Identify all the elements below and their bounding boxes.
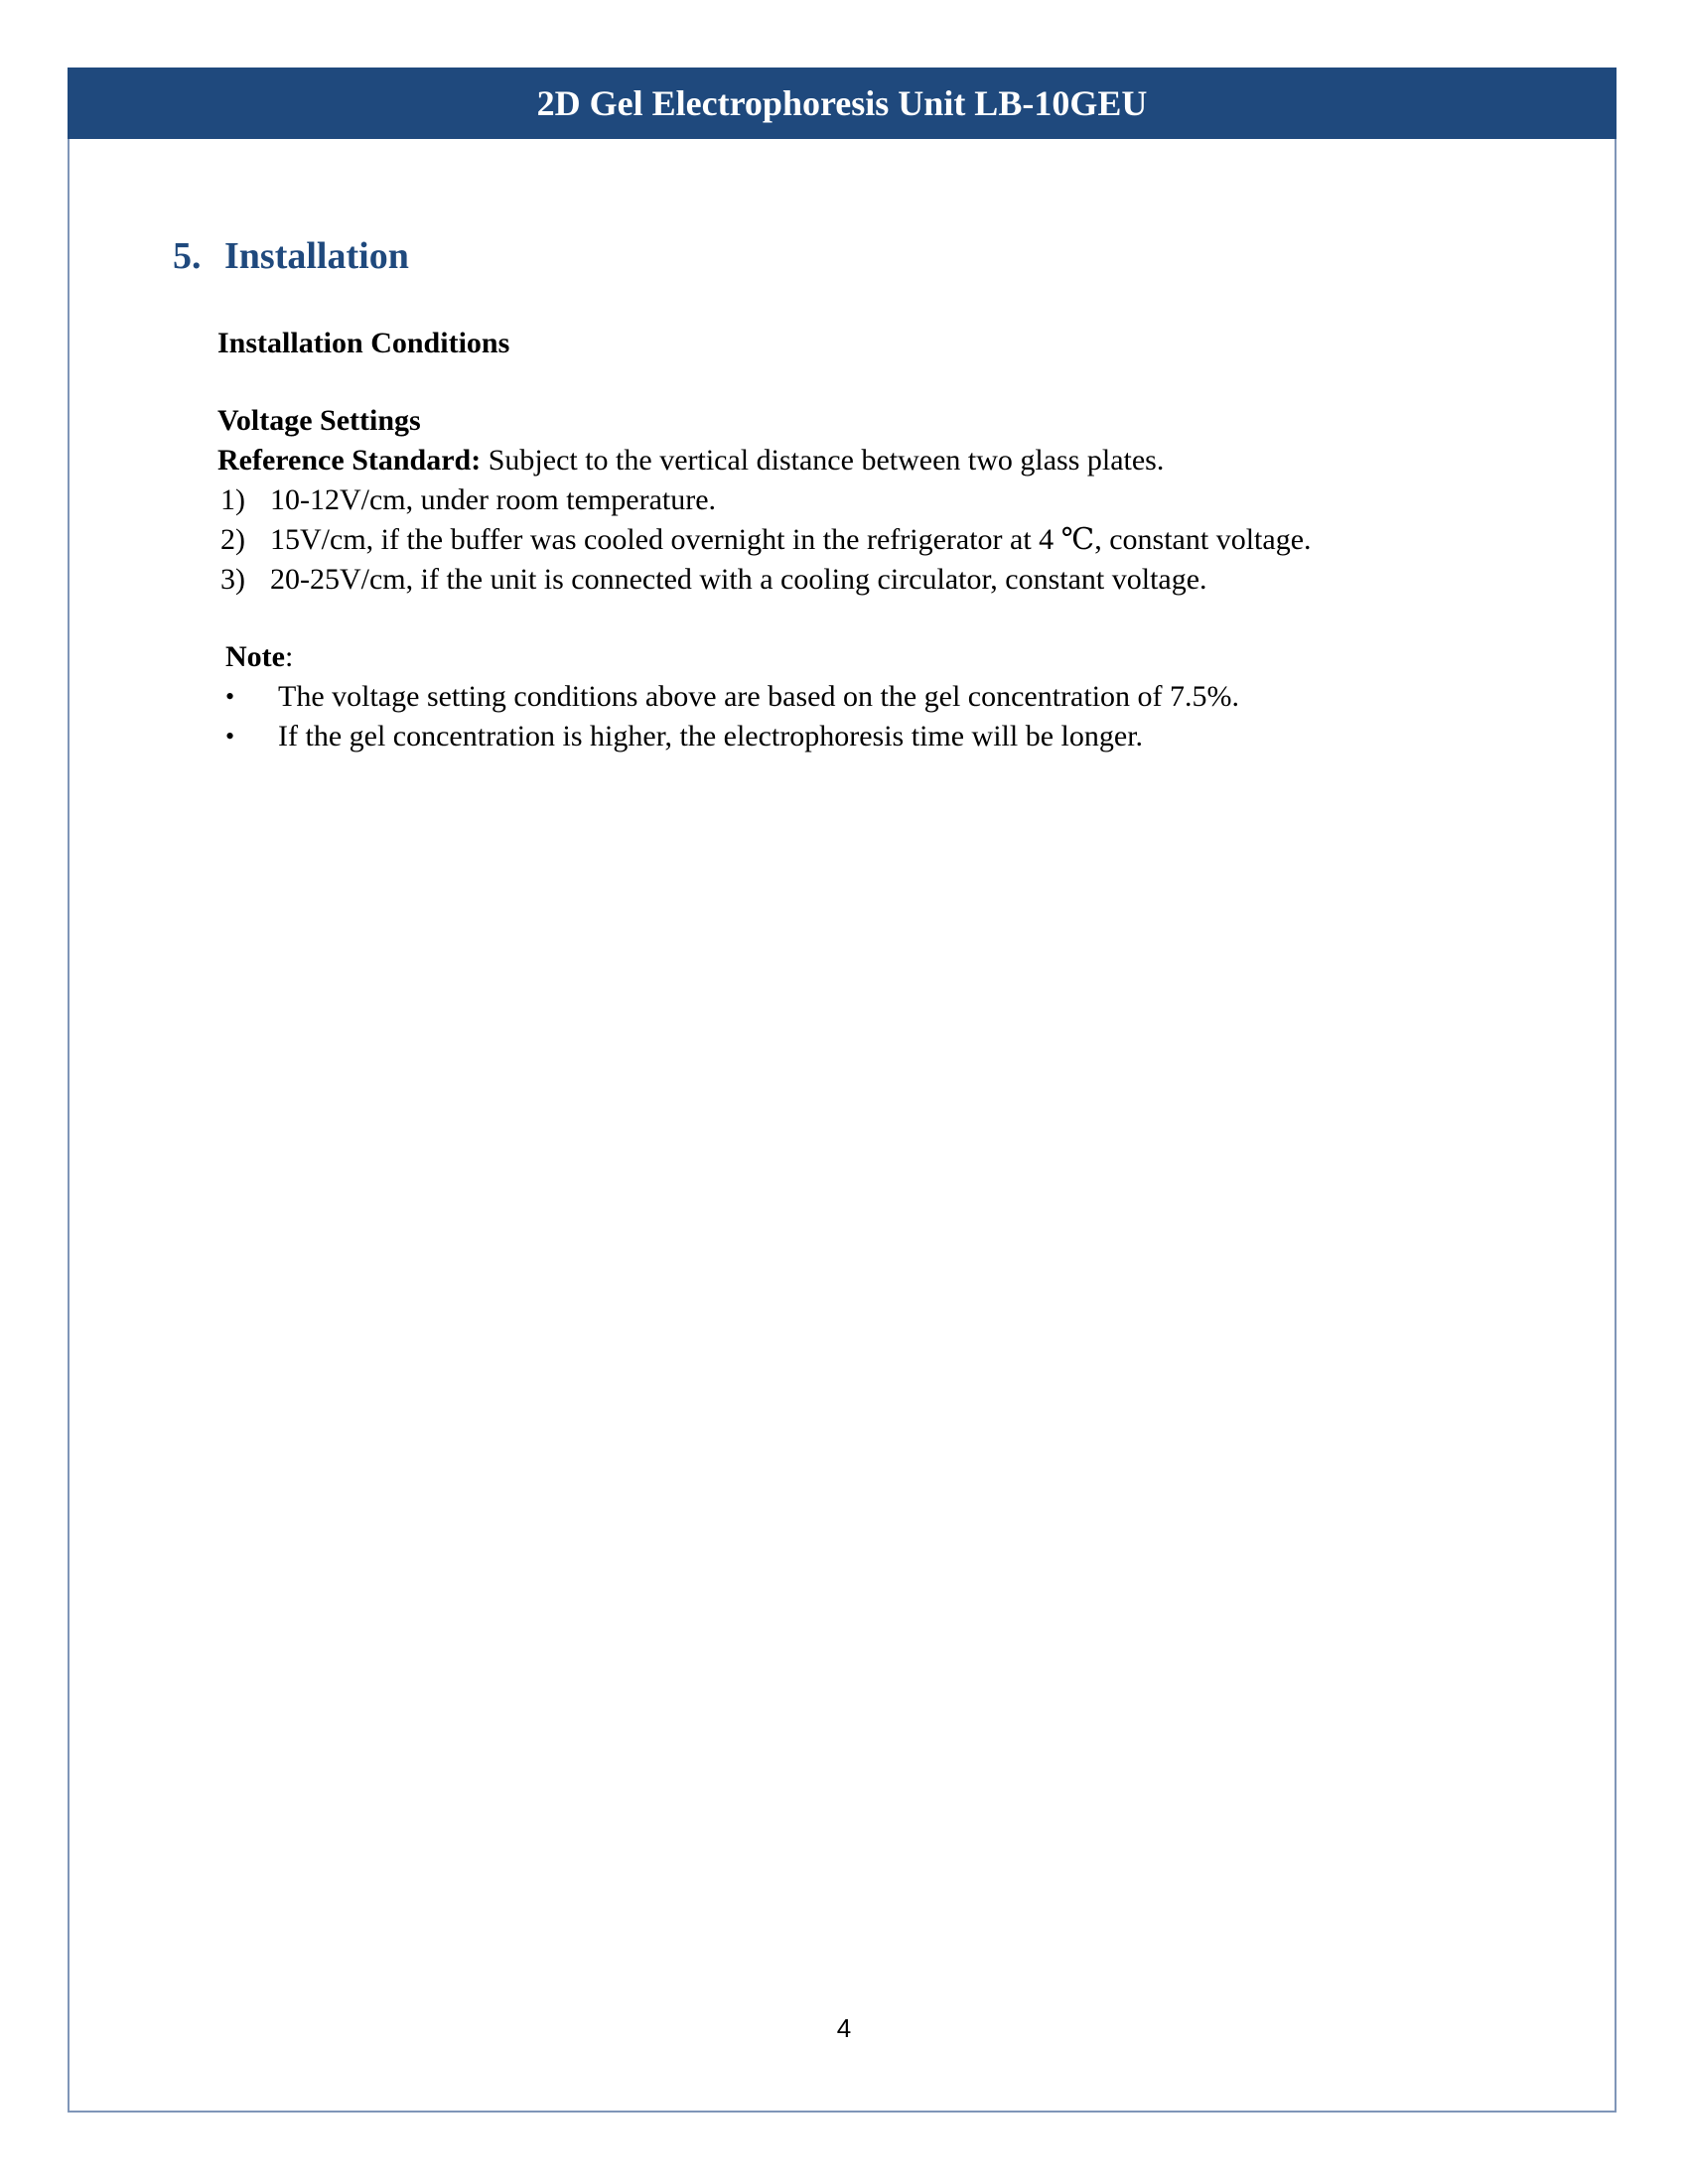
reference-standard-text: Subject to the vertical distance between two glass plates. xyxy=(481,444,1165,477)
note-label: Note xyxy=(225,640,285,673)
list-marker: 1) xyxy=(220,483,245,516)
list-item xyxy=(217,520,1508,560)
list-item xyxy=(217,480,1508,520)
note-list xyxy=(225,677,1508,756)
page-content xyxy=(217,324,1508,756)
installation-conditions-heading: Installation Conditions xyxy=(217,327,510,359)
list-item-text: 10-12V/cm, under room temperature. xyxy=(270,483,717,516)
list-marker: 3) xyxy=(220,563,245,596)
list-item-text: 20-25V/cm, if the unit is connected with a cooling circulator, constant voltage. xyxy=(270,563,1207,596)
section-number: 5. xyxy=(173,235,202,277)
list-item-text: 15V/cm, if the buffer was cooled overnight in the refrigerator at 4 ℃, constant voltage. xyxy=(270,523,1312,556)
note-block xyxy=(225,637,1508,756)
bullet-icon: • xyxy=(225,682,235,711)
voltage-settings-list xyxy=(217,480,1508,600)
reference-standard xyxy=(217,441,1508,480)
bullet-icon: • xyxy=(225,722,235,751)
list-item xyxy=(225,677,1508,717)
note-colon: : xyxy=(284,640,294,673)
list-item xyxy=(217,560,1508,600)
reference-standard-label: Reference Standard: xyxy=(217,444,482,477)
page-number: 4 xyxy=(836,2013,852,2043)
section-title: Installation xyxy=(224,235,409,277)
document-title: 2D Gel Electrophoresis Unit LB-10GEU xyxy=(536,83,1148,123)
list-item xyxy=(225,717,1508,756)
note-heading xyxy=(225,637,1508,677)
document-header xyxy=(68,68,1617,139)
voltage-settings-heading: Voltage Settings xyxy=(217,404,421,437)
list-item-text: The voltage setting conditions above are based on the gel concentration of 7.5%. xyxy=(278,680,1240,713)
list-marker: 2) xyxy=(220,523,245,556)
spacer xyxy=(217,363,1508,401)
section-heading xyxy=(173,234,409,278)
list-item-text: If the gel concentration is higher, the electrophoresis time will be longer. xyxy=(278,720,1144,752)
